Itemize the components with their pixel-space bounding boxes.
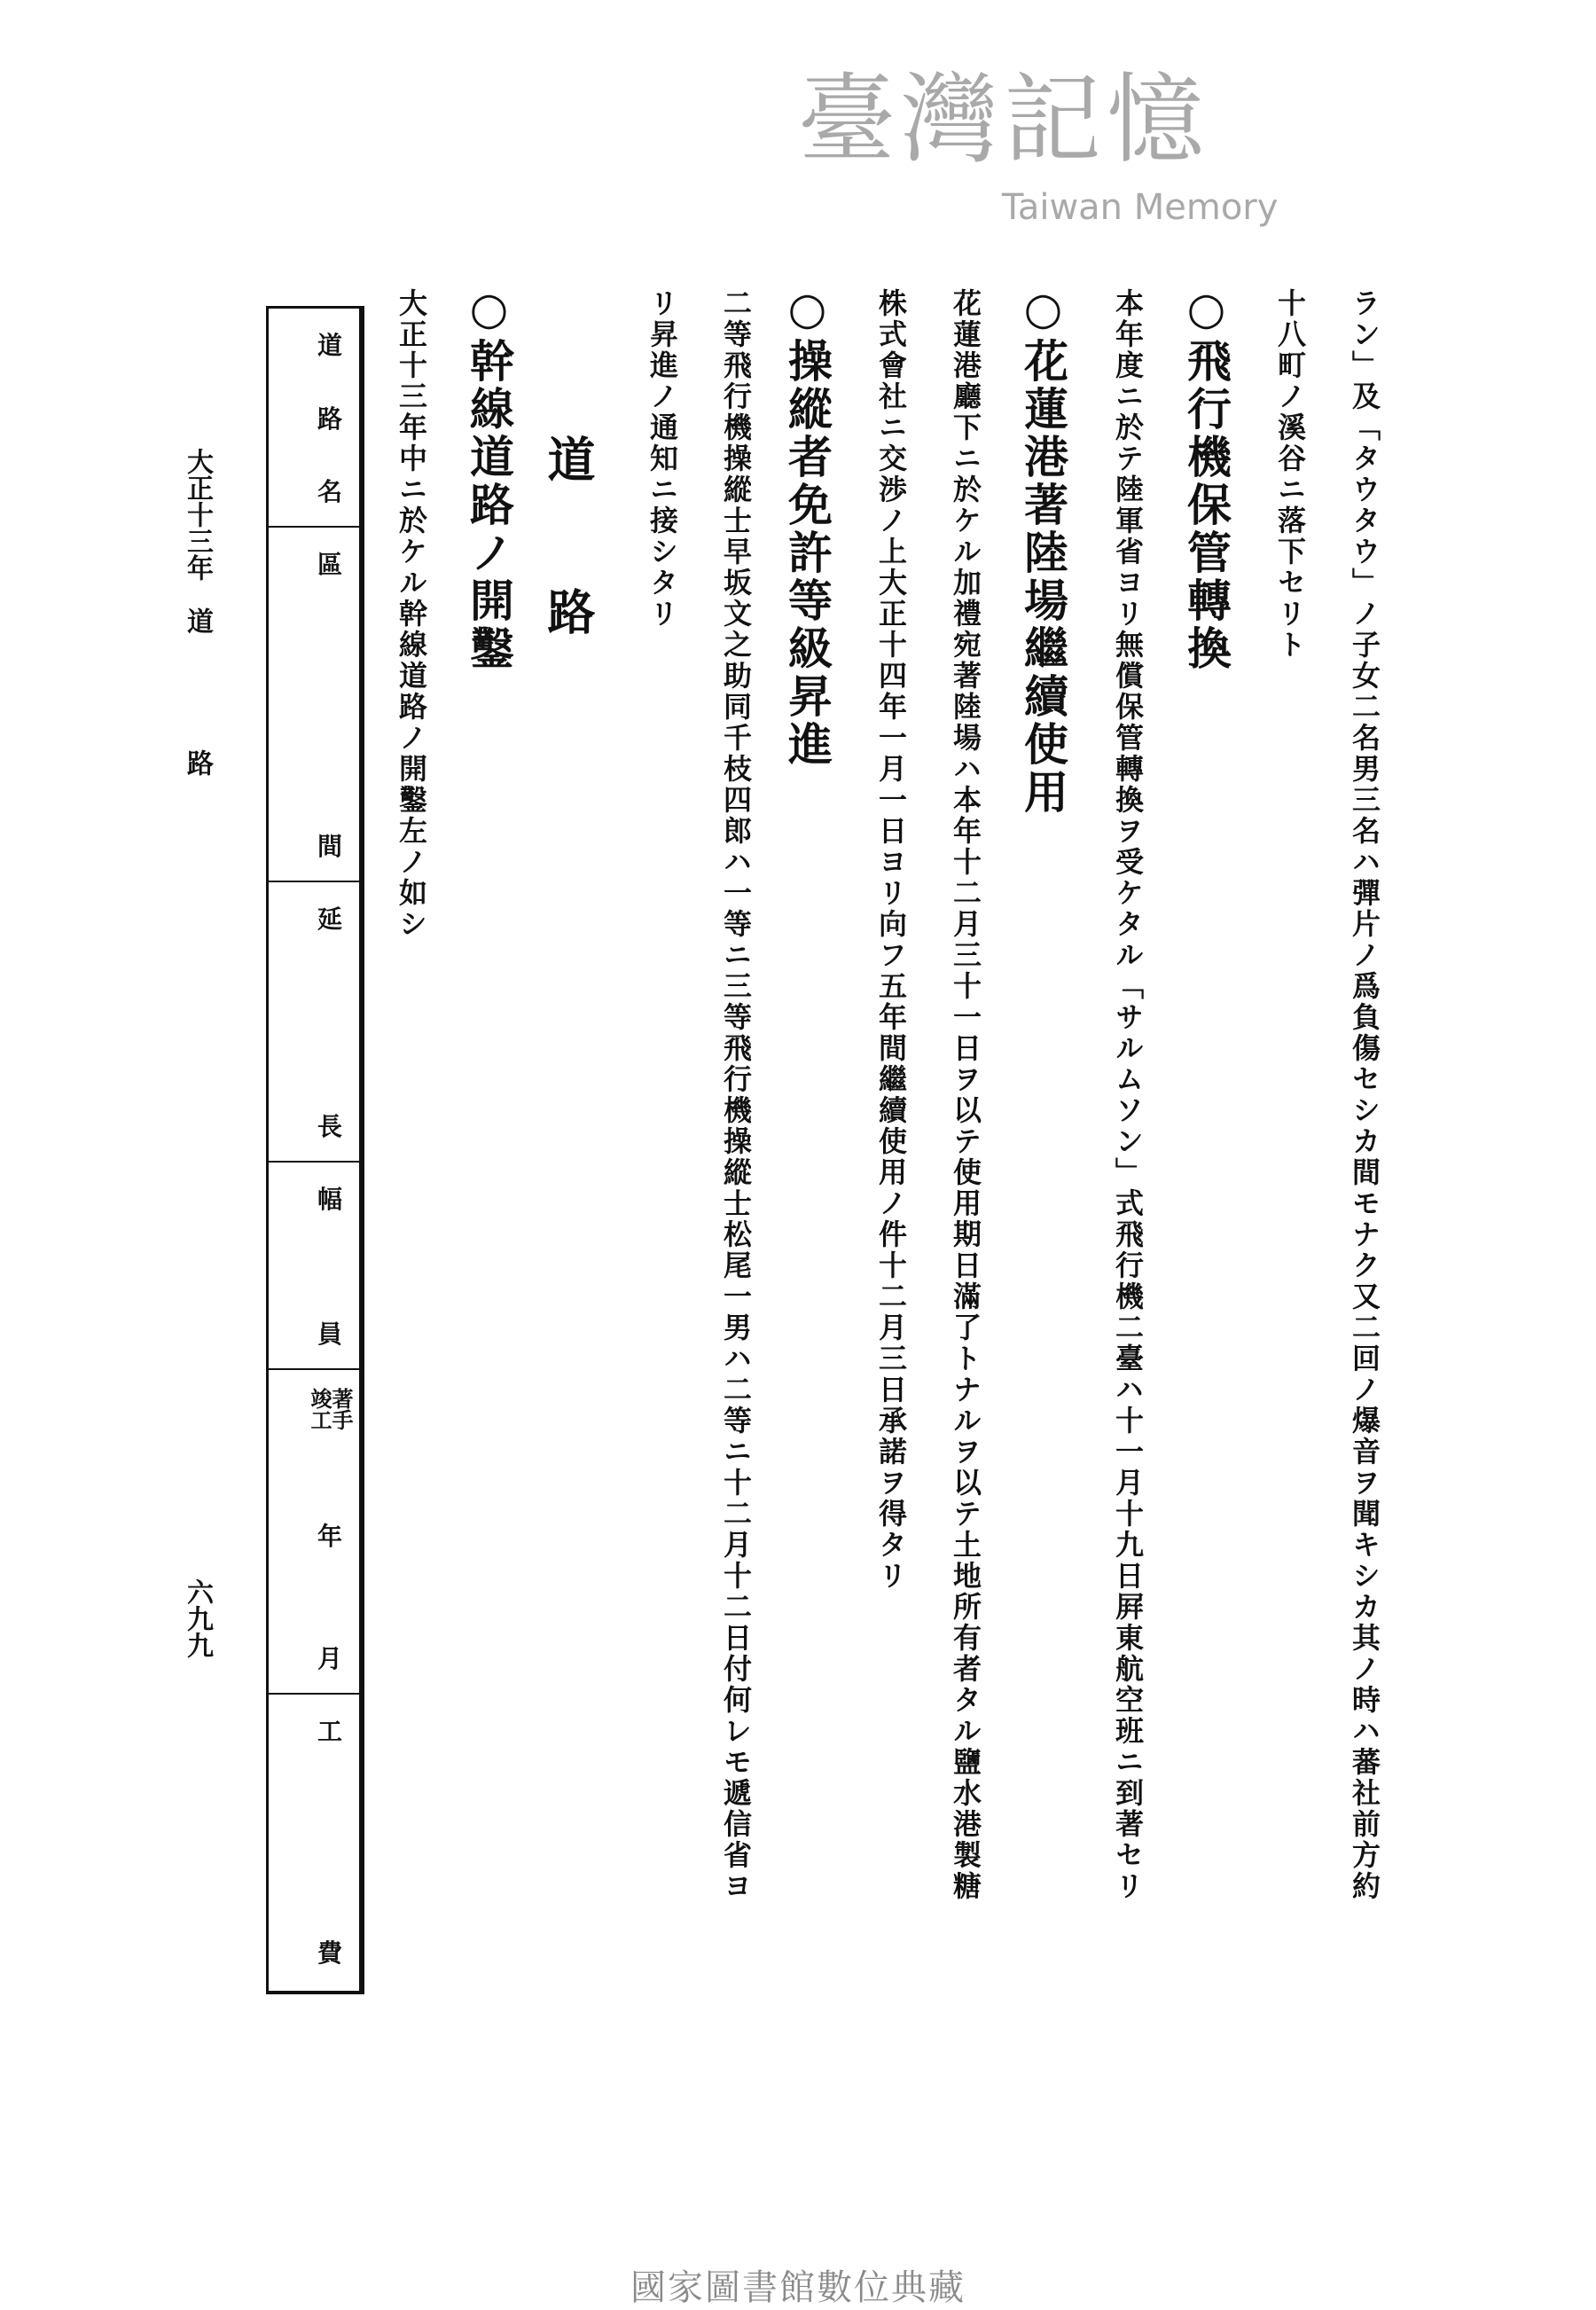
header-char: 年 bbox=[317, 1522, 342, 1551]
text-column: 花蓮港廳下ニ於ケル加禮宛著陸場ハ本年十二月三十一日ヲ以テ使用期日滿了トナルヲ以テ土地所有者タル鹽水港製糖 bbox=[949, 288, 982, 1902]
footer-archive-label: 國家圖書館數位典藏 bbox=[630, 2267, 966, 2308]
header-char: 間 bbox=[317, 832, 342, 861]
header-start: 著手 bbox=[328, 1388, 354, 1430]
section-title-char: 道 bbox=[540, 435, 597, 482]
header-length bbox=[269, 882, 359, 1163]
header-char: 月 bbox=[317, 1644, 342, 1673]
header-section bbox=[269, 528, 359, 882]
heading-hualien-airfield: ○花蓮港著陸場繼續使用 bbox=[1017, 282, 1069, 817]
text-column: リ昇進ノ通知ニ接シタリ bbox=[645, 288, 679, 630]
text-column: 株式會社ニ交渉ノ上大正十四年一月一日ヨリ向フ五年間繼續使用ノ件十二月三日承諾ヲ得タリ bbox=[874, 288, 908, 1592]
text-column: 十八町ノ溪谷ニ落下セリト bbox=[1273, 288, 1307, 661]
header-char: 名 bbox=[317, 477, 342, 506]
header-cost bbox=[269, 1695, 359, 1987]
heading-aircraft-transfer: ○飛行機保管轉換 bbox=[1180, 282, 1232, 673]
text-column: 大正十三年中ニ於ケル幹線道路ノ開鑿左ノ如シ bbox=[395, 288, 428, 940]
heading-pilot-promotion: ○操縱者免許等級昇進 bbox=[781, 282, 833, 769]
running-head: 大正十三年 道 bbox=[182, 448, 213, 634]
header-char: 員 bbox=[317, 1319, 342, 1349]
page-number: 六九九 bbox=[182, 1578, 213, 1658]
header-width bbox=[269, 1163, 359, 1370]
section-title-char: 路 bbox=[540, 587, 597, 635]
header-char: 路 bbox=[317, 403, 342, 434]
text-column: 本年度ニ於テ陸軍省ヨリ無償保管轉換ヲ受ケタル「サルムソン」式飛行機二臺ハ十一月十九日屛東航空班ニ到著セリ bbox=[1111, 288, 1145, 1902]
header-char: 區 bbox=[317, 550, 342, 579]
text-column: 二等飛行機操縱士早坂文之助同千枝四郎ハ一等ニ三等飛行機操縱士松尾一男ハ二等ニ十二月十二日付何レモ遞信省ヨ bbox=[719, 288, 753, 1902]
header-char: 道 bbox=[317, 331, 342, 360]
watermark-subtitle: Taiwan Memory bbox=[1002, 187, 1279, 228]
header-completion: 竣工 bbox=[307, 1388, 332, 1430]
heading-trunk-road: ○幹線道路ノ開鑿 bbox=[463, 282, 515, 673]
header-start-completion-date bbox=[269, 1370, 359, 1695]
header-char: 工 bbox=[317, 1717, 342, 1746]
header-start-completion bbox=[307, 1388, 354, 1430]
text-column: ラン」及「タウタウ」ノ子女二名男三名ハ彈片ノ爲負傷セシカ間モナク又二回ノ爆音ヲ聞キシカ其ノ時ハ蕃社前方約 bbox=[1348, 288, 1381, 1902]
header-char: 延 bbox=[317, 904, 342, 934]
road-table-header bbox=[266, 306, 364, 1994]
header-char: 長 bbox=[317, 1112, 342, 1141]
header-char: 費 bbox=[317, 1938, 342, 1968]
header-road-name bbox=[269, 309, 359, 528]
watermark-logo: 臺灣記憶 bbox=[798, 63, 1209, 176]
running-head: 路 bbox=[182, 749, 213, 776]
header-char: 幅 bbox=[317, 1185, 342, 1214]
